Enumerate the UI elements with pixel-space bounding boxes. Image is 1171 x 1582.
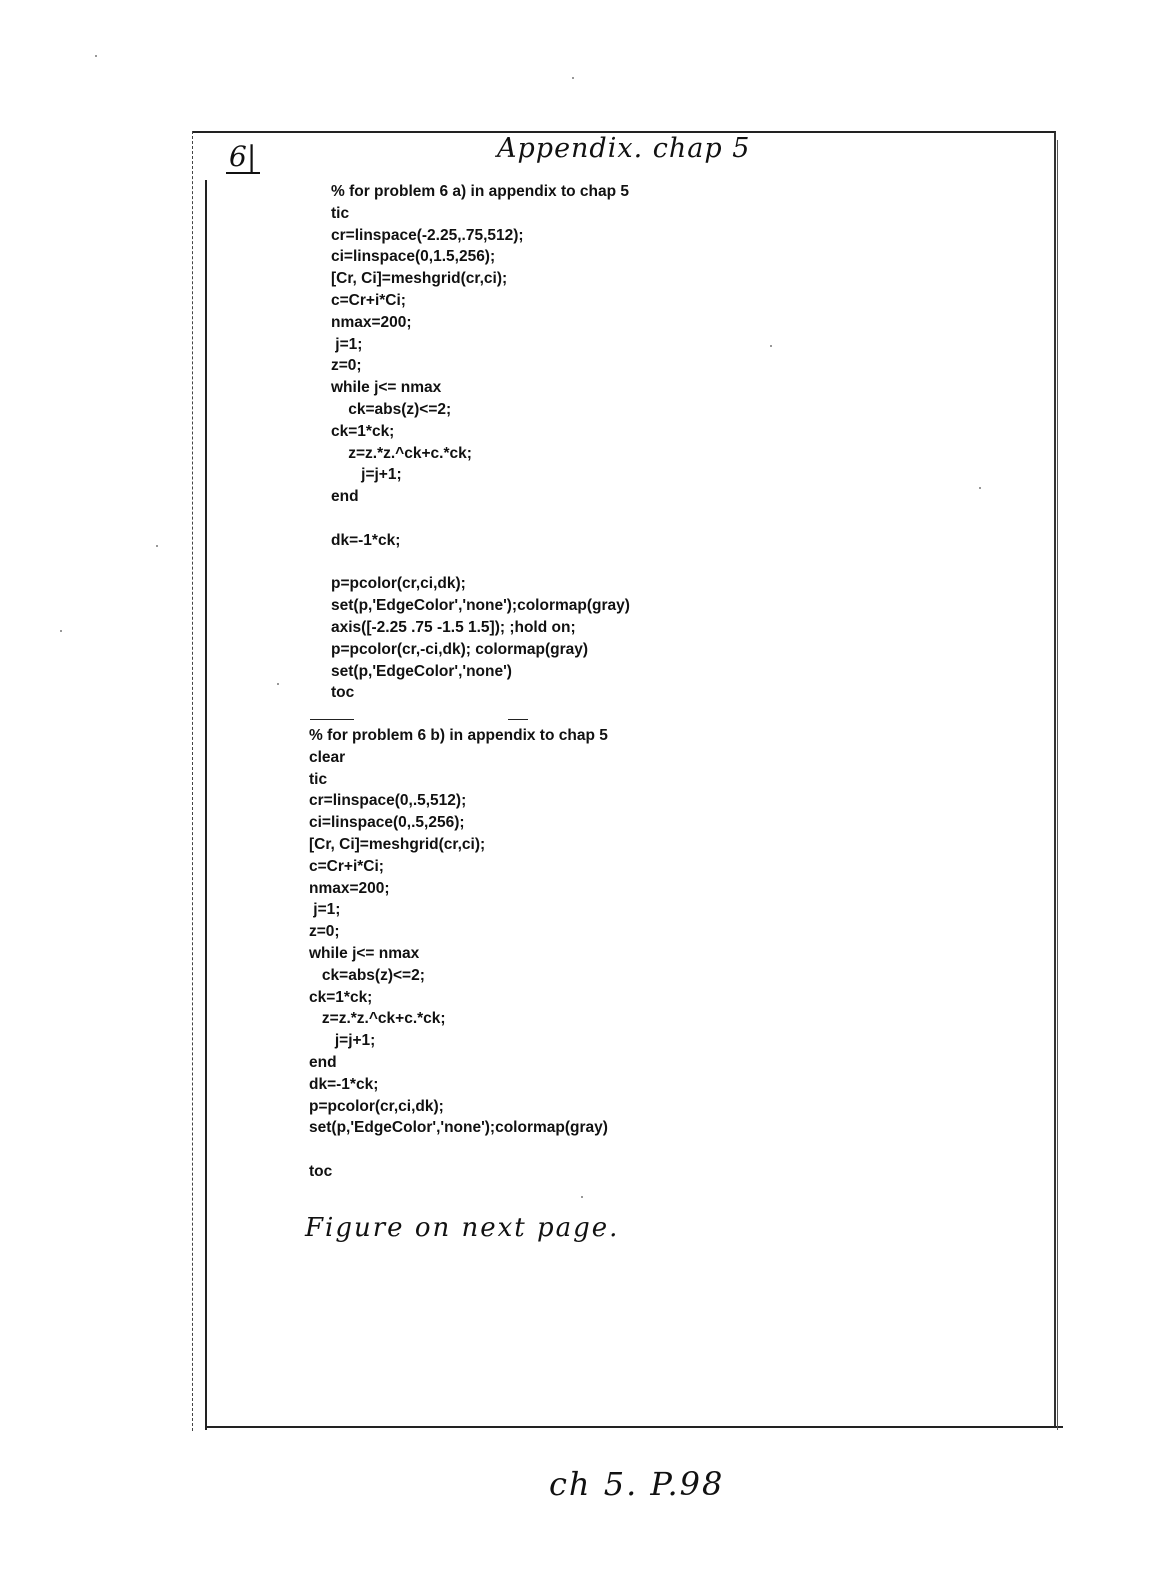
scan-speck bbox=[572, 77, 574, 79]
separator-line bbox=[508, 719, 528, 720]
code-line: dk=-1*ck; bbox=[309, 1075, 379, 1093]
problem-number-underline bbox=[226, 172, 260, 174]
code-line: cr=linspace(0,.5,512); bbox=[309, 792, 467, 810]
code-line: ci=linspace(0,1.5,256); bbox=[331, 248, 496, 266]
code-line: tic bbox=[309, 770, 328, 788]
code-line: toc bbox=[331, 684, 355, 702]
code-line: z=0; bbox=[331, 357, 362, 375]
code-line: z=0; bbox=[309, 923, 340, 941]
code-line bbox=[331, 552, 630, 574]
code-line: ck=abs(z)<=2; bbox=[309, 966, 425, 984]
code-line: z=z.*z.^ck+c.*ck; bbox=[331, 444, 472, 462]
code-line: nmax=200; bbox=[331, 313, 412, 331]
code-line: % for problem 6 a) in appendix to chap 5 bbox=[331, 183, 629, 200]
code-line: p=pcolor(cr,ci,dk); bbox=[331, 575, 466, 593]
problem-number: 6| bbox=[229, 140, 257, 173]
code-line: dk=-1*ck; bbox=[331, 531, 401, 549]
code-line: p=pcolor(cr,-ci,dk); colormap(gray) bbox=[331, 640, 589, 658]
frame-inner-left-edge bbox=[205, 180, 207, 1430]
code-line: tic bbox=[331, 204, 350, 222]
code-line: z=z.*z.^ck+c.*ck; bbox=[309, 1010, 446, 1028]
code-line: c=Cr+i*Ci; bbox=[309, 857, 384, 875]
code-line: set(p,'EdgeColor','none') bbox=[331, 662, 512, 680]
scan-speck bbox=[60, 630, 62, 632]
code-line: j=1; bbox=[331, 335, 363, 353]
code-line: [Cr, Ci]=meshgrid(cr,ci); bbox=[309, 835, 486, 853]
code-line: ci=linspace(0,.5,256); bbox=[309, 814, 465, 832]
code-line: j=1; bbox=[309, 901, 341, 919]
scan-speck bbox=[95, 55, 97, 57]
code-line: nmax=200; bbox=[309, 879, 390, 897]
scan-speck bbox=[277, 683, 279, 685]
code-block-part-a bbox=[331, 181, 630, 704]
code-line: j=j+1; bbox=[331, 466, 402, 484]
scan-speck bbox=[770, 345, 772, 347]
handwritten-note: Figure on next page. bbox=[305, 1213, 620, 1243]
code-line: while j<= nmax bbox=[309, 944, 420, 962]
code-line: [Cr, Ci]=meshgrid(cr,ci); bbox=[331, 270, 508, 288]
code-line: ck=abs(z)<=2; bbox=[331, 400, 452, 418]
page-title: Appendix. chap 5 bbox=[497, 133, 751, 164]
scan-speck bbox=[979, 487, 981, 489]
code-block-part-b bbox=[309, 725, 608, 1183]
code-line: p=pcolor(cr,ci,dk); bbox=[309, 1097, 444, 1115]
code-line: toc bbox=[309, 1162, 333, 1180]
code-line bbox=[309, 1139, 608, 1161]
code-line: end bbox=[331, 488, 359, 506]
code-line: ck=1*ck; bbox=[309, 988, 373, 1006]
code-line: c=Cr+i*Ci; bbox=[331, 291, 406, 309]
scan-speck bbox=[581, 1196, 583, 1198]
code-line: cr=linspace(-2.25,.75,512); bbox=[331, 226, 524, 244]
code-line: while j<= nmax bbox=[331, 379, 442, 397]
code-line: j=j+1; bbox=[309, 1032, 376, 1050]
code-line: set(p,'EdgeColor','none');colormap(gray) bbox=[309, 1119, 608, 1137]
frame-bottom-edge bbox=[205, 1426, 1063, 1428]
code-line: ck=1*ck; bbox=[331, 422, 395, 440]
separator-line bbox=[310, 719, 354, 720]
page-footer: ch 5. P.98 bbox=[549, 1465, 725, 1503]
scan-speck bbox=[156, 545, 158, 547]
frame-left-edge bbox=[192, 131, 193, 1431]
frame-inner-right-edge bbox=[1057, 140, 1058, 1430]
code-line: % for problem 6 b) in appendix to chap 5 bbox=[309, 727, 608, 744]
code-line: set(p,'EdgeColor','none');colormap(gray) bbox=[331, 597, 630, 615]
code-line: end bbox=[309, 1053, 337, 1071]
code-line: axis([-2.25 .75 -1.5 1.5]); ;hold on; bbox=[331, 618, 576, 636]
code-line: clear bbox=[309, 748, 346, 766]
code-line bbox=[331, 508, 630, 530]
